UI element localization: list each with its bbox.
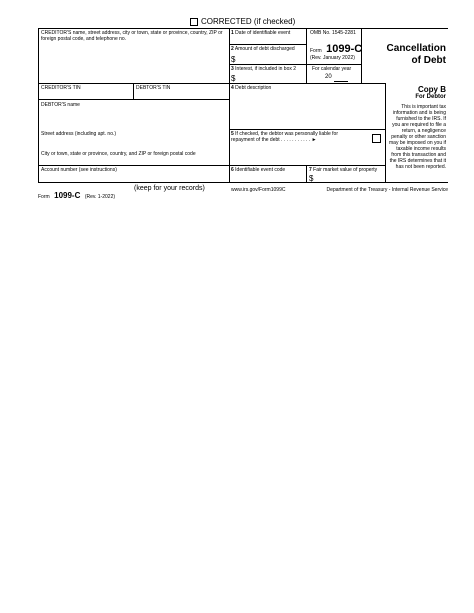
box4-text: Debt description [235, 85, 272, 91]
debtor-name-field[interactable] [39, 108, 228, 128]
debtor-city-label: City or town, state or province, country, and ZIP or foreign postal code [41, 151, 196, 157]
box2-number: 2 [231, 46, 234, 52]
box1-field[interactable] [230, 36, 305, 43]
row-divider-1 [229, 44, 306, 45]
box4-number: 4 [231, 85, 234, 91]
creditor-name-label: CREDITOR'S name, street address, city or town, state or province, country, ZIP or foreign postal code, and telephone no. [41, 30, 223, 42]
box1-text: Date of identifiable event [235, 30, 291, 36]
footer-form-prefix: Form [38, 194, 50, 200]
account-number-field[interactable] [39, 173, 228, 181]
copy-title: Copy B [418, 85, 446, 94]
debtor-street-field[interactable] [39, 137, 228, 148]
calendar-year-prefix: 20 [325, 74, 332, 80]
box2-field[interactable] [237, 53, 305, 63]
footer-url: www.irs.gov/Form1099C [231, 187, 286, 193]
box7-dollar-sign: $ [309, 174, 314, 183]
box7-field[interactable] [316, 173, 384, 181]
box5-number: 5 [231, 131, 234, 137]
footer-form-name: 1099-C [54, 191, 81, 200]
box5-checkbox[interactable] [372, 134, 381, 143]
row-divider-2 [229, 64, 361, 65]
box5-label [231, 131, 355, 143]
box3-text: Interest, if included in box 2 [235, 66, 297, 72]
debtor-tin-field[interactable] [134, 91, 228, 98]
box5-text: If checked, the debtor was personally liable for repayment of the debt [231, 131, 339, 143]
debtor-name-label: DEBTOR'S name [41, 102, 80, 108]
corrected-label: CORRECTED (if checked) [201, 17, 296, 26]
copy-notice: This is important tax information and is being furnished to the IRS. If you are required to file a return, a negligence penalty or other sanction may be imposed on you if taxable income results from this transaction and the IRS determines that it has not been reported. [389, 104, 446, 170]
creditor-tin-label: CREDITOR'S TIN [41, 85, 81, 91]
form-title-line2: of Debt [411, 55, 446, 66]
form-top-border [38, 28, 448, 29]
box7-text: Fair market value of property [313, 167, 378, 173]
debtor-street-label: Street address (including apt. no.) [41, 131, 117, 137]
footer-keep-note: (keep for your records) [134, 185, 205, 192]
box2-label [231, 46, 305, 52]
col-divider-b6b7 [306, 165, 307, 182]
omb-number: OMB No. 1545-2281 [310, 30, 356, 36]
creditor-tin-field[interactable] [39, 91, 132, 98]
footer-department: Department of the Treasury - Internal Revenue Service [326, 187, 448, 193]
box3-number: 3 [231, 66, 234, 72]
box2-text: Amount of debt discharged [234, 46, 295, 52]
box1-number: 1 [231, 30, 234, 36]
calendar-year-field[interactable] [334, 81, 348, 82]
box6-number: 6 [231, 167, 234, 173]
box3-dollar-sign: $ [231, 74, 236, 83]
creditor-name-field[interactable] [39, 43, 228, 82]
debtor-tin-label: DEBTOR'S TIN [136, 85, 171, 91]
form-prefix: Form [310, 48, 322, 54]
debtor-city-field[interactable] [39, 157, 228, 164]
form-title-line1: Cancellation [386, 43, 446, 54]
row-divider-5 [229, 129, 385, 130]
form-bottom-border [38, 182, 448, 183]
footer-form-id [38, 185, 115, 203]
corrected-checkbox[interactable] [190, 18, 198, 26]
footer-form-revision: (Rev. 1-2022) [84, 194, 116, 200]
box3-field[interactable] [237, 72, 305, 82]
calendar-year-label: For calendar year [312, 66, 352, 72]
form-title [366, 43, 446, 67]
row-divider-4 [38, 99, 229, 100]
copy-subtitle: For Debtor [415, 94, 446, 100]
box6-field[interactable] [230, 173, 305, 181]
form-revision: (Rev. January 2022) [310, 55, 355, 61]
form-name: 1099-C [326, 43, 363, 55]
box5-leader-dots: . . . . . . . . . . . ► [281, 137, 317, 143]
col-divider-mid [306, 28, 307, 83]
box7-number: 7 [309, 167, 312, 173]
account-number-label: Account number (see instructions) [41, 167, 117, 173]
box6-text: Identifiable event code [235, 167, 286, 173]
box4-field[interactable] [230, 91, 384, 128]
row-divider-3 [38, 83, 385, 84]
box2-dollar-sign: $ [231, 55, 236, 64]
row-divider-6 [38, 165, 385, 166]
